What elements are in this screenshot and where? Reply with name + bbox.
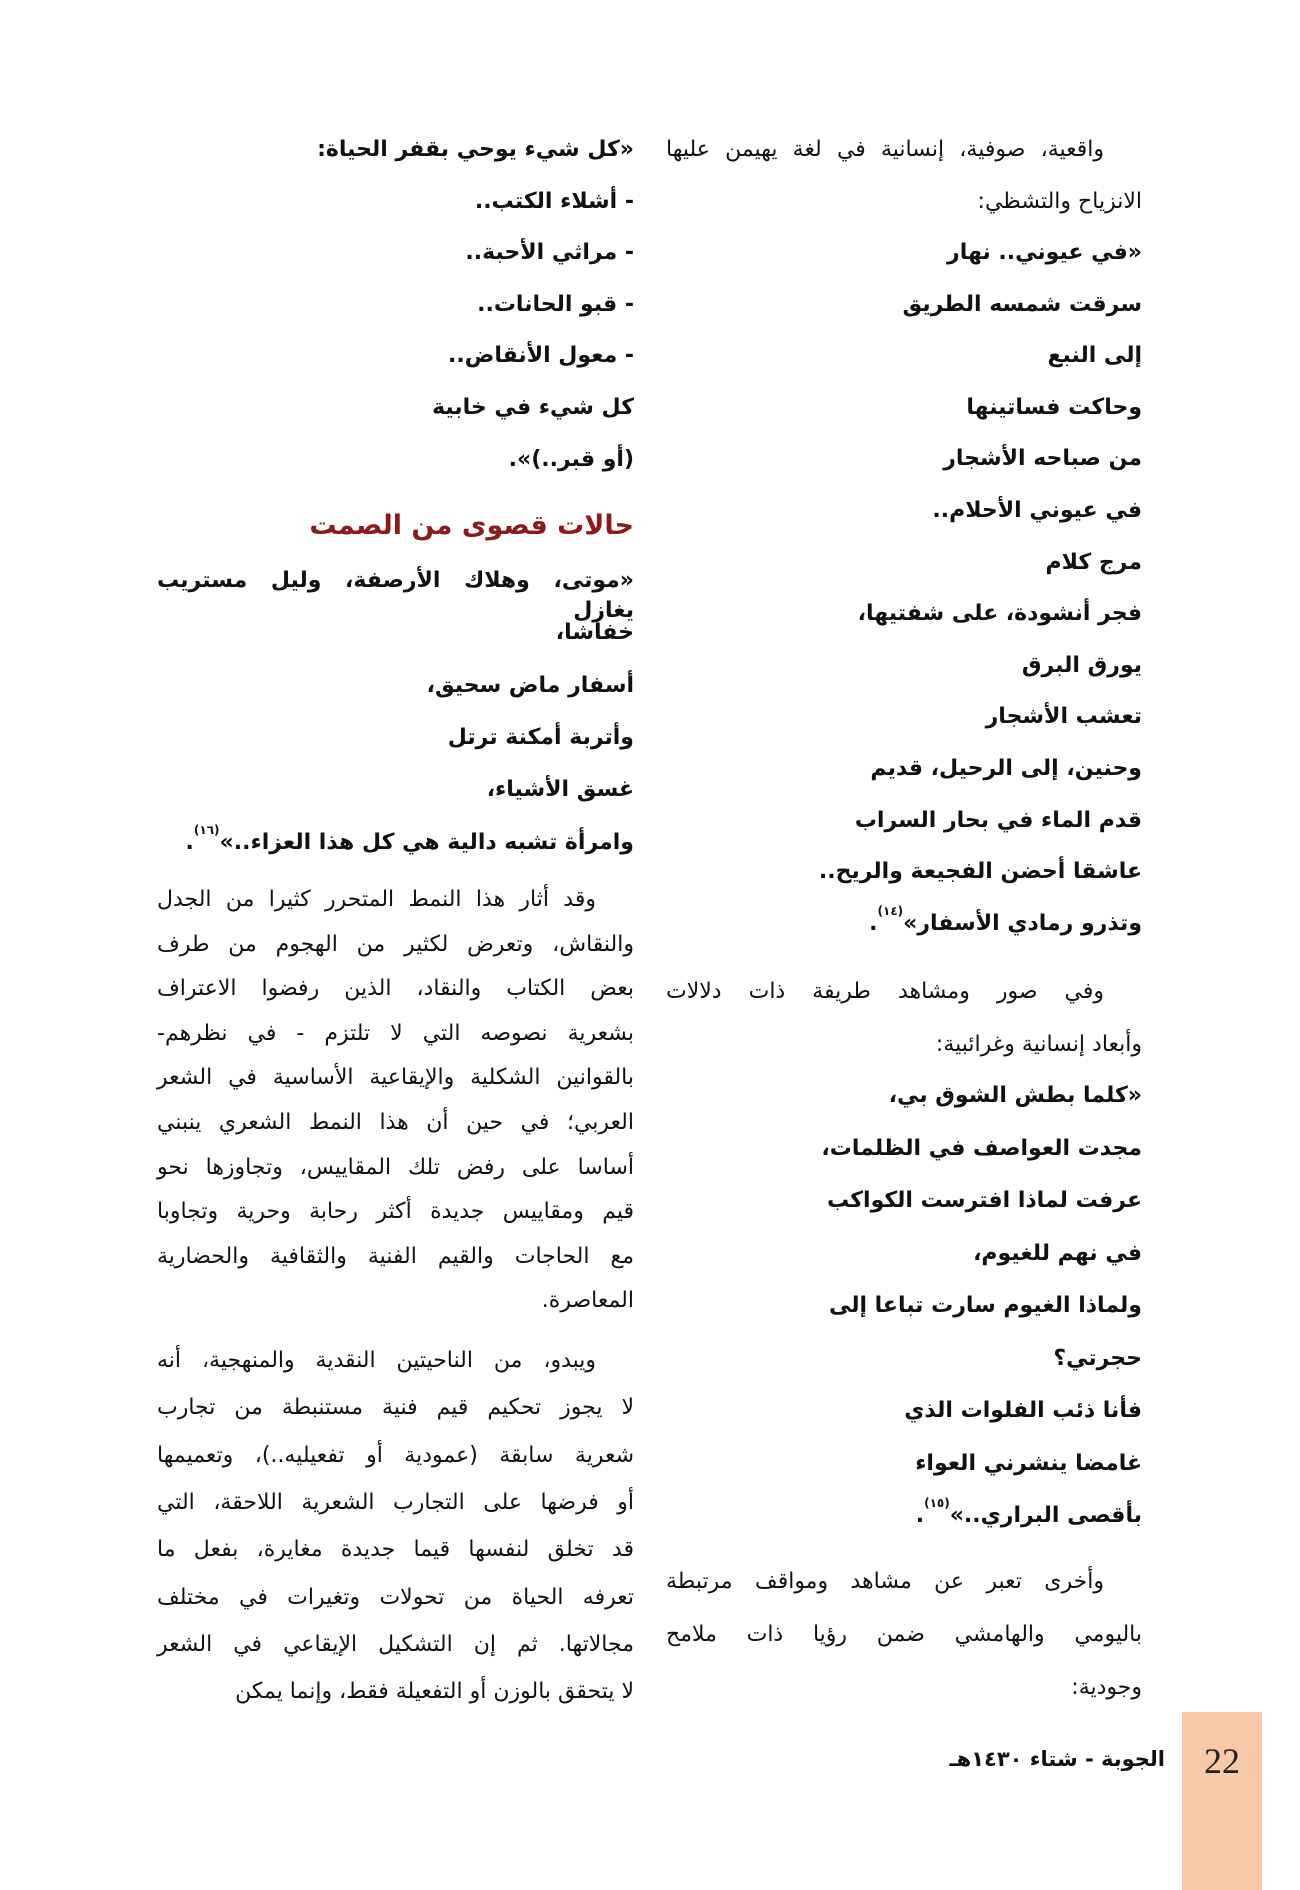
- poem-line-text: ولماذا الغيوم سارت تباعا إلى: [828, 1293, 1142, 1318]
- poem-line-text: وحنين، إلى الرحيل، قديم: [870, 756, 1142, 781]
- poem-line-text: مرج كلام: [1045, 549, 1142, 575]
- poem-line: [666, 238, 1142, 268]
- poem-line: [666, 1396, 1142, 1426]
- poem-line: [157, 566, 634, 626]
- poem-line: [666, 1239, 1142, 1269]
- poem-line: [666, 444, 1142, 474]
- poem-line-text: إلى النبع: [1047, 343, 1142, 369]
- poem-line: [157, 341, 634, 371]
- poem-line-text: قدم الماء في بحار السراب: [854, 807, 1142, 833]
- poem-line-text: «كل شيء يوحي بقفر الحياة:: [317, 137, 634, 162]
- poem-line-text: في نهم للغيوم،: [973, 1240, 1142, 1266]
- magazine-issue-footer: الجوبة - شتاء ١٤٣٠هـ: [949, 1747, 1165, 1771]
- poem-line-text: عاشقا أحضن الفجيعة والريح..: [818, 859, 1142, 885]
- poem-line-punctuation: .: [869, 910, 878, 936]
- poem-line-text: «في عيوني.. نهار: [947, 240, 1142, 265]
- poem-line-text: خفاشا،: [555, 620, 634, 646]
- poem-line: [157, 445, 634, 475]
- paragraph-line: المعاصرة.: [541, 1288, 634, 1314]
- paragraph-line: بعض الكتاب والنقاد، الذين رفضوا الاعتراف: [157, 976, 634, 1002]
- paragraph-line: وأخرى تعبر عن مشاهد ومواقف مرتبطة: [666, 1569, 1104, 1594]
- poem-line-text: كل شيء في خابية: [432, 395, 634, 420]
- poem-line-text: حجرتي؟: [1053, 1345, 1142, 1371]
- poem-line: [666, 651, 1142, 681]
- poem-line: [666, 1291, 1142, 1321]
- poem-line: [157, 775, 634, 805]
- paragraph-line: وأبعاد إنسانية وغرائبية:: [935, 1031, 1142, 1057]
- poem-line: [666, 1496, 1142, 1531]
- poem-line-text: وامرأة تشبه دالية هي كل هذا العزاء..»: [219, 829, 634, 855]
- poem-line: [157, 290, 634, 320]
- poem-line: [157, 135, 634, 165]
- paragraph-line: بالقوانين الشكلية والإيقاعية الأساسية في الشعر: [157, 1065, 634, 1091]
- paragraph-line: مع الحاجات والقيم الفنية والثقافية والحضارية: [157, 1243, 634, 1269]
- poem-line: [666, 754, 1142, 784]
- poem-line: [157, 238, 634, 268]
- poem-line-text: وأتربة أمكنة ترتل: [447, 724, 634, 750]
- paragraph-line: وقد أثار هذا النمط المتحرر كثيرا من الجدل: [157, 887, 596, 912]
- poem-line: [666, 857, 1142, 887]
- poem-line: [157, 187, 634, 217]
- poem-line-text: سرقت شمسه الطريق: [902, 291, 1142, 317]
- paragraph-line: وجودية:: [1071, 1675, 1142, 1700]
- poem-line: [666, 1134, 1142, 1164]
- paragraph-line: مجالاتها. ثم إن التشكيل الإيقاعي في الشعر: [157, 1631, 634, 1657]
- paragraph-line: شعرية سابقة (عمودية أو تفعيليه..)، وتعميمها: [157, 1442, 634, 1468]
- poem-line: [157, 671, 634, 701]
- poem-line-text: «كلما بطش الشوق بي،: [888, 1083, 1142, 1108]
- poem-line: [157, 618, 634, 648]
- page-number-tab: [1182, 1712, 1262, 1890]
- paragraph-line: والنقاش، وتعرض لكثير من الهجوم من طرف: [157, 931, 634, 957]
- poem-line-text: - مراثي الأحبة..: [465, 240, 634, 266]
- poem-line: [666, 290, 1142, 320]
- paragraph-line: ويبدو، من الناحيتين النقدية والمنهجية، أنه: [157, 1348, 596, 1373]
- paragraph-line: وفي صور ومشاهد طريفة ذات دلالات: [666, 979, 1104, 1004]
- poem-line: [666, 341, 1142, 371]
- poem-line: [666, 496, 1142, 526]
- paragraph-line: العربي؛ في حين أن هذا النمط الشعري ينبني: [157, 1110, 634, 1135]
- paragraph-line: قيم ومقاييس جديدة أكثر رحابة وحرية وتجاوبا: [157, 1199, 634, 1225]
- section-heading: حالات قصوى من الصمت: [309, 510, 634, 541]
- poem-line: [666, 1449, 1142, 1479]
- poem-line-text: عرفت لماذا افترست الكواكب: [826, 1188, 1142, 1213]
- paragraph-line: أساسا على رفض تلك المقاييس، وتجاوزها نحو: [157, 1154, 634, 1180]
- poem-line-text: يورق البرق: [1021, 652, 1142, 678]
- poem-line-punctuation: .: [915, 1503, 925, 1528]
- paragraph-line: واقعية، صوفية، إنسانية في لغة يهيمن عليها: [666, 137, 1104, 162]
- paragraph-line: أو فرضها على التجارب الشعرية اللاحقة، التي: [157, 1489, 634, 1515]
- poem-line-text: «موتى، وهلاك الأرصفة، وليل مستريب يغازل: [157, 568, 634, 623]
- poem-line-text: من صباحه الأشجار: [943, 446, 1142, 472]
- poem-line-text: مجدت العواصف في الظلمات،: [821, 1135, 1142, 1161]
- poem-line: [157, 822, 634, 858]
- poem-line-text: أسفار ماض سحيق،: [426, 672, 634, 698]
- footnote-reference: (١٤): [877, 903, 904, 918]
- paragraph-line: تعرفه الحياة من تحولات وتغيرات في مختلف: [157, 1584, 634, 1610]
- poem-line-text: - أشلاء الكتب..: [474, 188, 634, 214]
- paragraph-line: باليومي والهامشي ضمن رؤيا ذات ملامح: [666, 1622, 1142, 1647]
- poem-line: [666, 806, 1142, 836]
- poem-line: [666, 393, 1142, 423]
- poem-line: [157, 393, 634, 423]
- poem-line-text: غسق الأشياء،: [486, 777, 634, 803]
- poem-line-text: بأقصى البراري..»: [949, 1503, 1142, 1528]
- poem-line-text: فأنا ذئب الفلوات الذي: [904, 1398, 1142, 1423]
- poem-line-text: تعشب الأشجار: [985, 704, 1142, 730]
- poem-line-punctuation: .: [185, 829, 194, 855]
- paragraph-line: لا يتحقق بالوزن أو التفعيلة فقط، وإنما يمكن: [235, 1679, 634, 1705]
- poem-line-text: وحاكت فساتينها: [966, 394, 1142, 420]
- poem-line-text: غامضا ينشرني العواء: [915, 1450, 1142, 1476]
- poem-line-text: فجر أنشودة، على شفتيها،: [857, 601, 1142, 627]
- paragraph-line: قد تخلق لنفسها قيما جديدة مغايرة، بفعل ما: [157, 1537, 634, 1563]
- paragraph-line: بشعرية نصوصه التي لا تلتزم - في نظرهم-: [157, 1020, 634, 1046]
- poem-line-text: (أو قبر..)».: [508, 446, 634, 472]
- poem-line: [666, 548, 1142, 578]
- paragraph-line: لا يجوز تحكيم قيم فنية مستنبطة من تجارب: [157, 1395, 634, 1421]
- poem-line: [157, 723, 634, 753]
- poem-line: [666, 1186, 1142, 1216]
- poem-line: [666, 1081, 1142, 1111]
- poem-line: [666, 702, 1142, 732]
- poem-line: [666, 1344, 1142, 1374]
- poem-line: [666, 903, 1142, 939]
- footnote-reference: (١٥): [924, 1496, 950, 1510]
- poem-line-text: في عيوني الأحلام..: [932, 498, 1142, 523]
- paragraph-line: الانزياح والتشظي:: [977, 188, 1142, 214]
- footnote-reference: (١٦): [193, 822, 220, 837]
- poem-line-text: وتذرو رمادي الأسفار»: [903, 910, 1142, 936]
- poem-line-text: - معول الأنقاض..: [448, 343, 634, 369]
- page-number: 22: [1204, 1741, 1240, 1781]
- poem-line: [666, 599, 1142, 629]
- poem-line-text: - قبو الحانات..: [477, 291, 634, 317]
